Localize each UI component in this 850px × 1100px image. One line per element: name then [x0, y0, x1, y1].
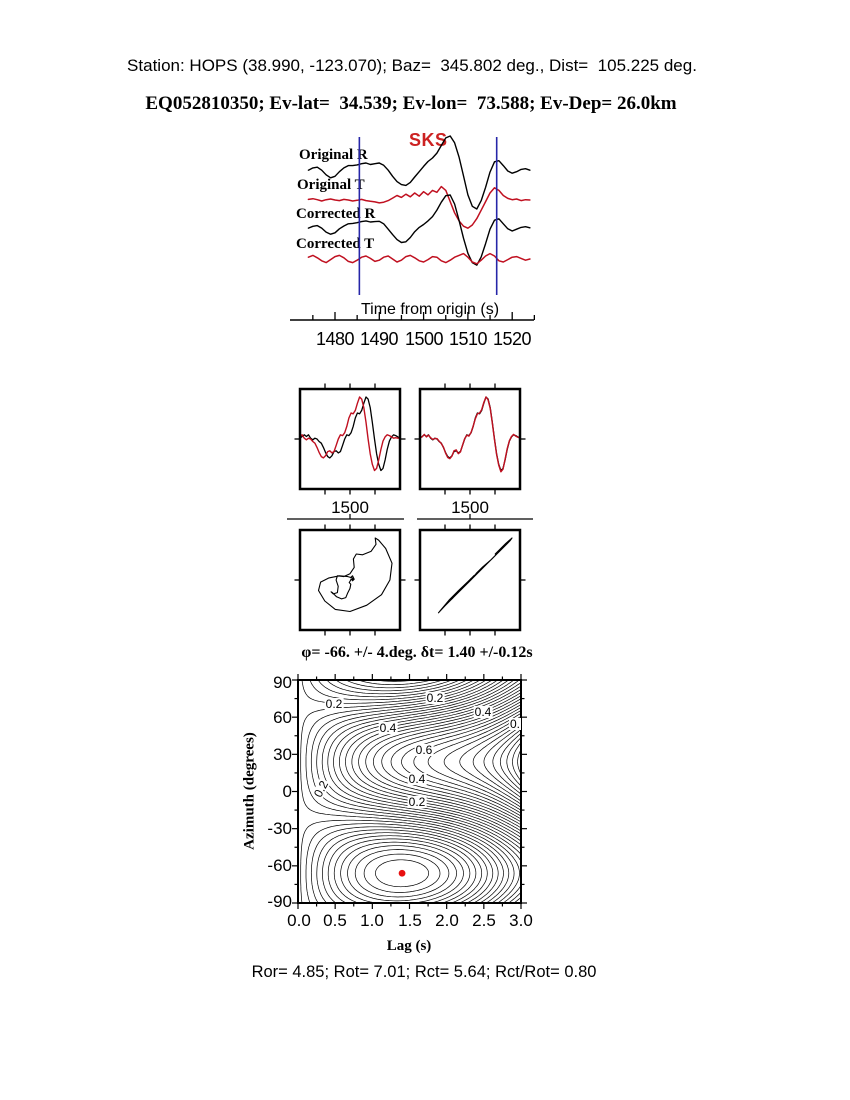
azimuth-tick-label: 60: [273, 708, 292, 727]
time-axis-label: Time from origin (s): [360, 301, 500, 318]
contour-level-label: 0.2: [426, 691, 444, 705]
trace-label-corrected-r: Corrected R: [296, 206, 376, 222]
lag-axis-label: Lag (s): [386, 938, 432, 954]
lag-tick-label: 0.0: [287, 911, 311, 930]
particle-motion-uncorrected-canvas: [291, 521, 409, 639]
contour-level-label: 0.2: [310, 778, 332, 800]
contour-level-label: 0.2: [408, 795, 426, 809]
contour-level-label: 0.: [509, 717, 521, 731]
azimuth-tick-label: -90: [267, 892, 292, 911]
time-tick-label: 1500: [404, 329, 444, 349]
seismogram-canvas: [285, 128, 540, 300]
azimuth-tick-label: 0: [282, 782, 292, 801]
azimuth-tick-label: 30: [273, 745, 292, 764]
lag-tick-label: 1.5: [398, 911, 422, 930]
time-axis-canvas: [285, 300, 540, 330]
azimuth-tick-label: -30: [267, 819, 292, 838]
lag-tick-label: 0.5: [323, 911, 347, 930]
azimuth-tick-label: 90: [273, 673, 292, 692]
station-title: Station: HOPS (38.990, -123.070); Baz= 345.802 deg., Dist= 105.225 deg.: [127, 56, 697, 75]
phase-label: SKS: [409, 130, 448, 150]
waveform-pair-uncorrected-canvas: [291, 380, 409, 498]
panel-tick-label-left: 1500: [331, 498, 369, 517]
time-tick-label: 1480: [315, 329, 355, 349]
splitting-result-text: φ= -66. +/- 4.deg. δt= 1.40 +/-0.12s: [301, 644, 533, 661]
time-tick-label: 1490: [359, 329, 399, 349]
waveform-pair-corrected-canvas: [411, 380, 529, 498]
contour-level-label: 0.4: [474, 705, 492, 719]
azimuth-axis-label: Azimuth (degrees): [241, 732, 258, 850]
contour-level-label: 0.6: [415, 743, 433, 757]
contour-level-label: 0.2: [325, 697, 343, 711]
lag-tick-label: 3.0: [509, 911, 533, 930]
azimuth-tick-label: -60: [267, 856, 292, 875]
event-title: EQ052810350; Ev-lat= 34.539; Ev-lon= 73.588; Ev-Dep= 26.0km: [145, 93, 677, 114]
time-tick-label: 1520: [492, 329, 532, 349]
lag-tick-label: 1.0: [360, 911, 384, 930]
panel-tick-label-right: 1500: [451, 498, 489, 517]
contour-level-label: 0.4: [379, 721, 397, 735]
trace-label-corrected-t: Corrected T: [296, 236, 375, 252]
time-tick-label: 1510: [448, 329, 488, 349]
lag-tick-label: 2.0: [435, 911, 459, 930]
trace-label-original-r: Original R: [299, 147, 368, 163]
lag-tick-label: 2.5: [472, 911, 496, 930]
contour-level-label: 0.4: [408, 772, 426, 786]
energy-ratios-text: Ror= 4.85; Rot= 7.01; Rct= 5.64; Rct/Rot= 0.80: [251, 963, 597, 981]
trace-label-original-t: Original T: [297, 177, 365, 193]
particle-motion-corrected-canvas: [411, 521, 529, 639]
